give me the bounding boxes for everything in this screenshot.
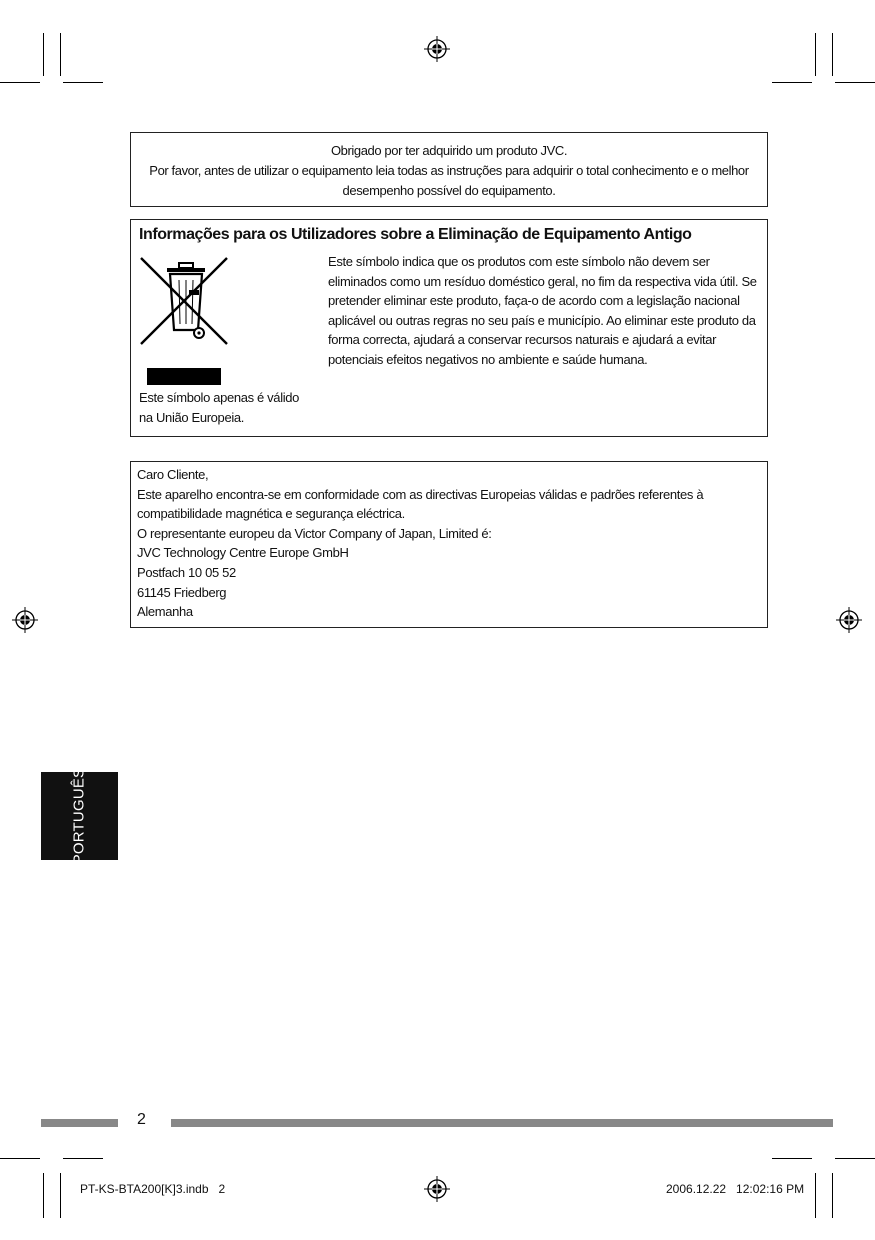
registration-mark-icon: [424, 36, 450, 62]
crop-mark: [772, 1158, 812, 1159]
crop-mark: [815, 33, 816, 76]
crop-mark: [60, 33, 61, 76]
language-tab-label: PORTUGUÊS: [70, 767, 88, 865]
customer-line: Alemanha: [137, 604, 193, 620]
crop-mark: [815, 1173, 816, 1218]
footer-bar: [171, 1119, 833, 1127]
crop-mark: [43, 1173, 44, 1218]
customer-line: Postfach 10 05 52: [137, 564, 236, 580]
disposal-symbol-caption: Este símbolo apenas é válido na União Europeia.: [139, 390, 300, 425]
registration-mark-icon: [836, 607, 862, 633]
language-tab: [41, 767, 118, 865]
disposal-information-box: [130, 219, 768, 437]
crop-mark: [63, 82, 103, 83]
crop-mark: [832, 33, 833, 76]
footer-bar: [41, 1119, 118, 1127]
registration-mark-icon: [424, 1176, 450, 1202]
slug-file-name: PT-KS-BTA200[K]3.indb 2: [80, 1182, 226, 1196]
crop-mark: [835, 1158, 875, 1159]
disposal-title: Informações para os Utilizadores sobre a Eliminação de Equipamento Antigo: [139, 226, 692, 243]
disposal-description: Este símbolo indica que os produtos com este símbolo não devem ser eliminados como um resíduo doméstico geral, no fim da respectiva vida útil. Se pretender eliminar este produto, faça-o de acordo com a legislação nacional aplicável ou outras regras no seu país e município. Ao eliminar este produto da forma correcta, ajudará a conservar recursos naturais e ajudará a evitar potenciais efeitos negativos no ambiente e saúde humana.: [328, 254, 757, 367]
crop-mark: [60, 1173, 61, 1218]
customer-line: O representante europeu da Victor Company of Japan, Limited é:: [137, 525, 492, 541]
customer-line: Caro Cliente,: [137, 467, 209, 482]
customer-line: 61145 Friedberg: [137, 584, 227, 600]
customer-line: Este aparelho encontra-se em conformidade com as directivas Europeias válidas e padrões referentes à: [137, 486, 704, 502]
page-number: 2: [137, 1111, 146, 1128]
customer-declaration-box: [130, 461, 768, 628]
customer-line: JVC Technology Centre Europe GmbH: [137, 545, 349, 561]
crop-mark: [835, 82, 875, 83]
slug-timestamp: 2006.12.22 12:02:16 PM: [666, 1182, 805, 1196]
crop-mark: [63, 1158, 103, 1159]
crop-mark: [43, 33, 44, 76]
notice-line-1: Obrigado por ter adquirido um produto JVC.: [330, 143, 568, 158]
weee-crossed-bin-icon: [139, 254, 231, 388]
customer-line: compatibilidade magnética e segurança eléctrica.: [137, 506, 405, 522]
notice-line-2: Por favor, antes de utilizar o equipamento leia todas as instruções para adquirir o total conhecimento e o melhor: [149, 163, 749, 178]
thank-you-notice: [130, 132, 768, 207]
notice-line-3: desempenho possível do equipamento.: [342, 183, 556, 198]
crop-mark: [0, 82, 40, 83]
registration-mark-icon: [12, 607, 38, 633]
crop-mark: [832, 1173, 833, 1218]
crop-mark: [772, 82, 812, 83]
crop-mark: [0, 1158, 40, 1159]
